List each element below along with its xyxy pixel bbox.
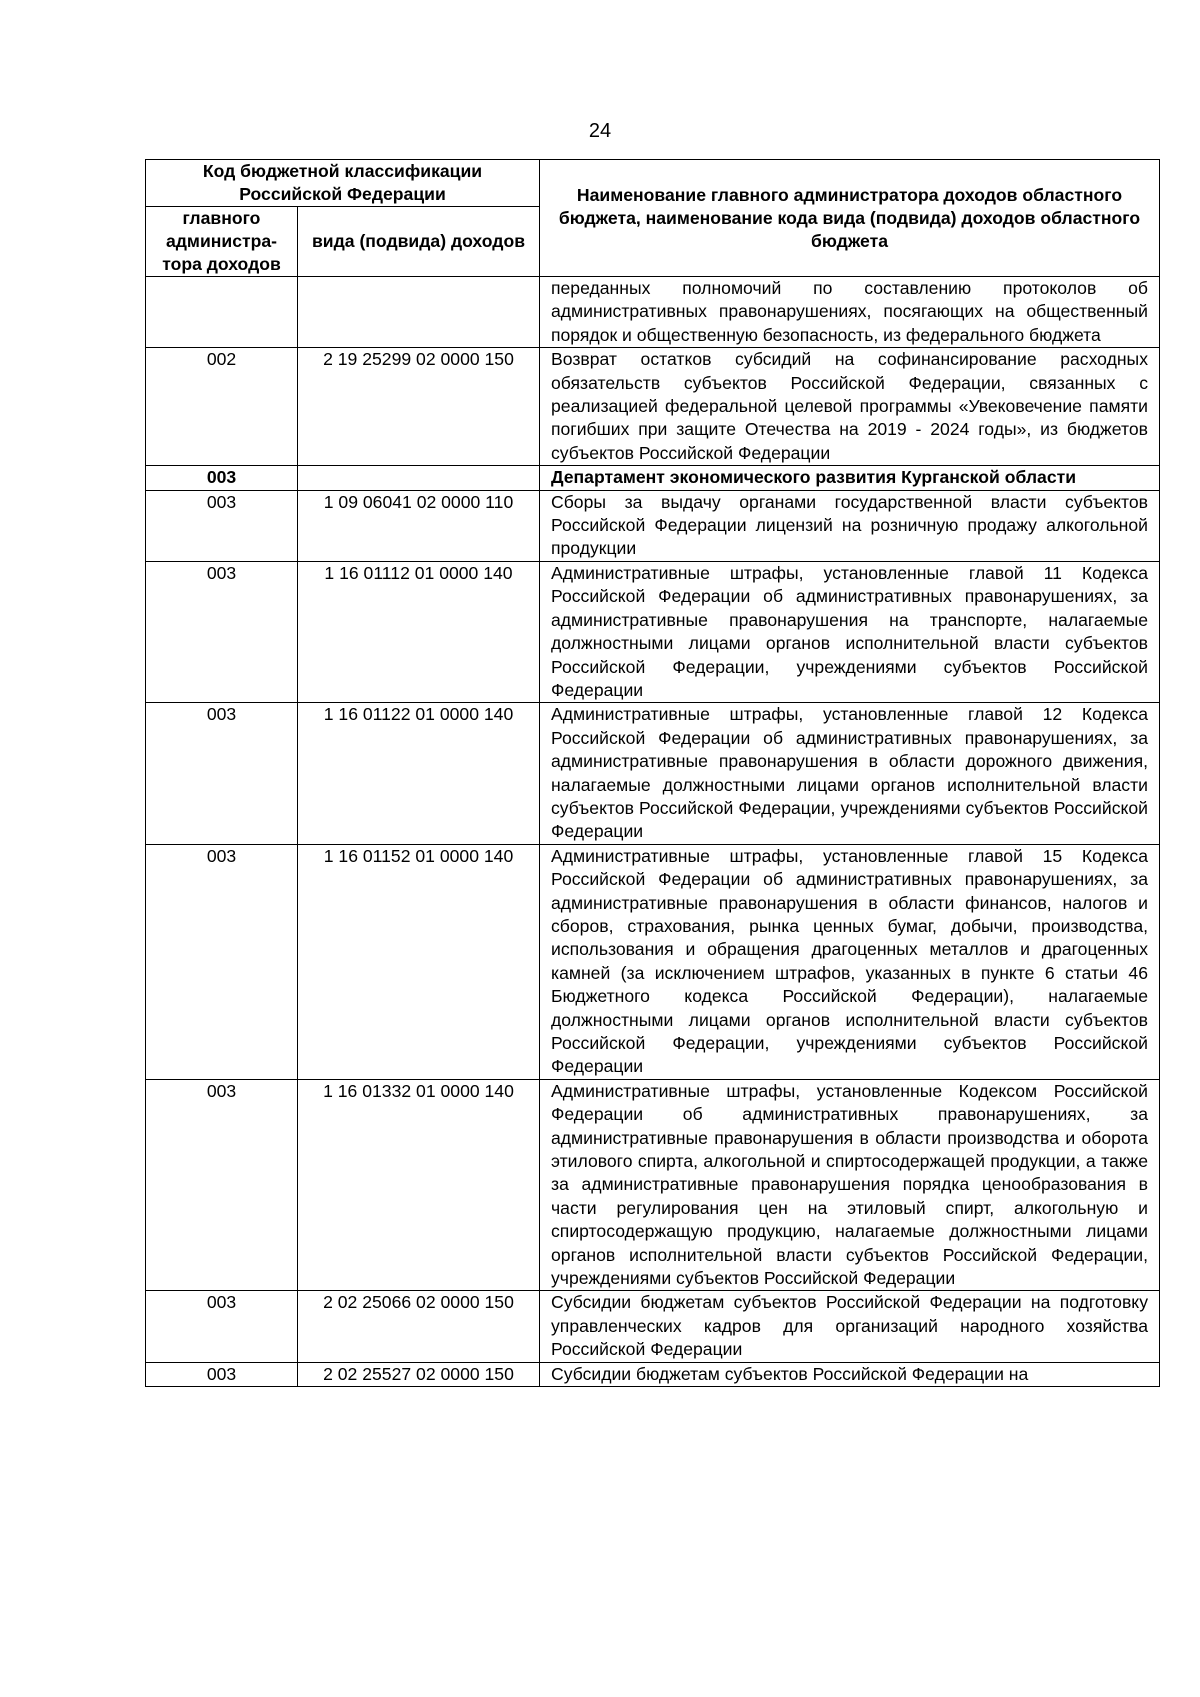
table-header xyxy=(146,160,1160,277)
budget-classification-table xyxy=(145,159,1160,1387)
income-kind-code-cell xyxy=(298,466,540,490)
income-kind-code-cell: 1 16 01332 01 0000 140 xyxy=(298,1079,540,1291)
income-kind-code-cell: 1 16 01112 01 0000 140 xyxy=(298,561,540,702)
description-cell: Административные штрафы, установленные главой 11 Кодекса Российской Федерации об административных правонарушениях, за административные правонарушения на транспорте, налагаемые должностными лицами органов исполнительной власти субъектов Российской Федерации, учреждениями субъектов Российской Федерации xyxy=(540,561,1160,702)
table-row xyxy=(146,561,1160,702)
header-kind: вида (подвида) доходов xyxy=(298,207,540,277)
admin-code-cell: 002 xyxy=(146,348,298,466)
description-cell: Административные штрафы, установленные главой 15 Кодекса Российской Федерации об административных правонарушениях, за административные правонарушения в области финансов, налогов и сборов, страхования, рынка ценных бумаг, добычи, производства, использования и обращения драгоценных металлов и драгоценных камней (за исключением штрафов, указанных в пункте 6 статьи 46 Бюджетного кодекса Российской Федерации), налагаемые должностными лицами органов исполнительной власти субъектов Российской Федерации, учреждениями субъектов Российской Федерации xyxy=(540,844,1160,1079)
page-number: 24 xyxy=(588,120,612,142)
admin-code-cell: 003 xyxy=(146,466,298,490)
description-cell: Субсидии бюджетам субъектов Российской Федерации на xyxy=(540,1362,1160,1386)
admin-code-cell: 003 xyxy=(146,844,298,1079)
income-kind-code-cell: 1 16 01152 01 0000 140 xyxy=(298,844,540,1079)
description-cell: Административные штрафы, установленные Кодексом Российской Федерации об административных правонарушениях, за административные правонарушения в области производства и оборота этилового спирта, алкогольной и спиртосодержащей продукции, а также за административные правонарушения порядка ценообразования в части регулирования цен на этиловый спирт, алкогольную и спиртосодержащую продукцию, налагаемые должностными лицами органов исполнительной власти субъектов Российской Федерации, учреждениями субъектов Российской Федерации xyxy=(540,1079,1160,1291)
table-row xyxy=(146,1291,1160,1362)
table-row xyxy=(146,490,1160,561)
table-row xyxy=(146,348,1160,466)
table-row xyxy=(146,1362,1160,1386)
income-kind-code-cell: 2 19 25299 02 0000 150 xyxy=(298,348,540,466)
table-row xyxy=(146,466,1160,490)
admin-code-cell: 003 xyxy=(146,1291,298,1362)
description-cell: Административные штрафы, установленные главой 12 Кодекса Российской Федерации об административных правонарушениях, за административные правонарушения в области дорожного движения, налагаемые должностными лицами органов исполнительной власти субъектов Российской Федерации, учреждениями субъектов Российской Федерации xyxy=(540,703,1160,844)
table-row xyxy=(146,1079,1160,1291)
header-name: Наименование главного администратора доходов областного бюджета, наименование кода вида (подвида) доходов областного бюджета xyxy=(540,160,1160,277)
income-kind-code-cell: 2 02 25066 02 0000 150 xyxy=(298,1291,540,1362)
description-cell: переданных полномочий по составлению протоколов об административных правонарушениях, посягающих на общественный порядок и общественную безопасность, из федерального бюджета xyxy=(540,277,1160,348)
header-admin: главного администра-тора доходов xyxy=(146,207,298,277)
admin-code-cell: 003 xyxy=(146,703,298,844)
income-kind-code-cell xyxy=(298,277,540,348)
table-body xyxy=(146,277,1160,1387)
income-kind-code-cell: 1 09 06041 02 0000 110 xyxy=(298,490,540,561)
description-cell: Департамент экономического развития Курганской области xyxy=(540,466,1160,490)
admin-code-cell: 003 xyxy=(146,561,298,702)
admin-code-cell xyxy=(146,277,298,348)
description-cell: Сборы за выдачу органами государственной власти субъектов Российской Федерации лицензий на розничную продажу алкогольной продукции xyxy=(540,490,1160,561)
table-row xyxy=(146,844,1160,1079)
admin-code-cell: 003 xyxy=(146,490,298,561)
description-cell: Возврат остатков субсидий на софинансирование расходных обязательств субъектов Российской Федерации, связанных с реализацией федеральной целевой программы «Увековечение памяти погибших при защите Отечества на 2019 - 2024 годы», из бюджетов субъектов Российской Федерации xyxy=(540,348,1160,466)
income-kind-code-cell: 1 16 01122 01 0000 140 xyxy=(298,703,540,844)
income-kind-code-cell: 2 02 25527 02 0000 150 xyxy=(298,1362,540,1386)
description-cell: Субсидии бюджетам субъектов Российской Федерации на подготовку управленческих кадров для организаций народного хозяйства Российской Федерации xyxy=(540,1291,1160,1362)
admin-code-cell: 003 xyxy=(146,1079,298,1291)
table-row xyxy=(146,277,1160,348)
table-row xyxy=(146,703,1160,844)
header-group-code: Код бюджетной классификации Российской Федерации xyxy=(146,160,540,207)
admin-code-cell: 003 xyxy=(146,1362,298,1386)
